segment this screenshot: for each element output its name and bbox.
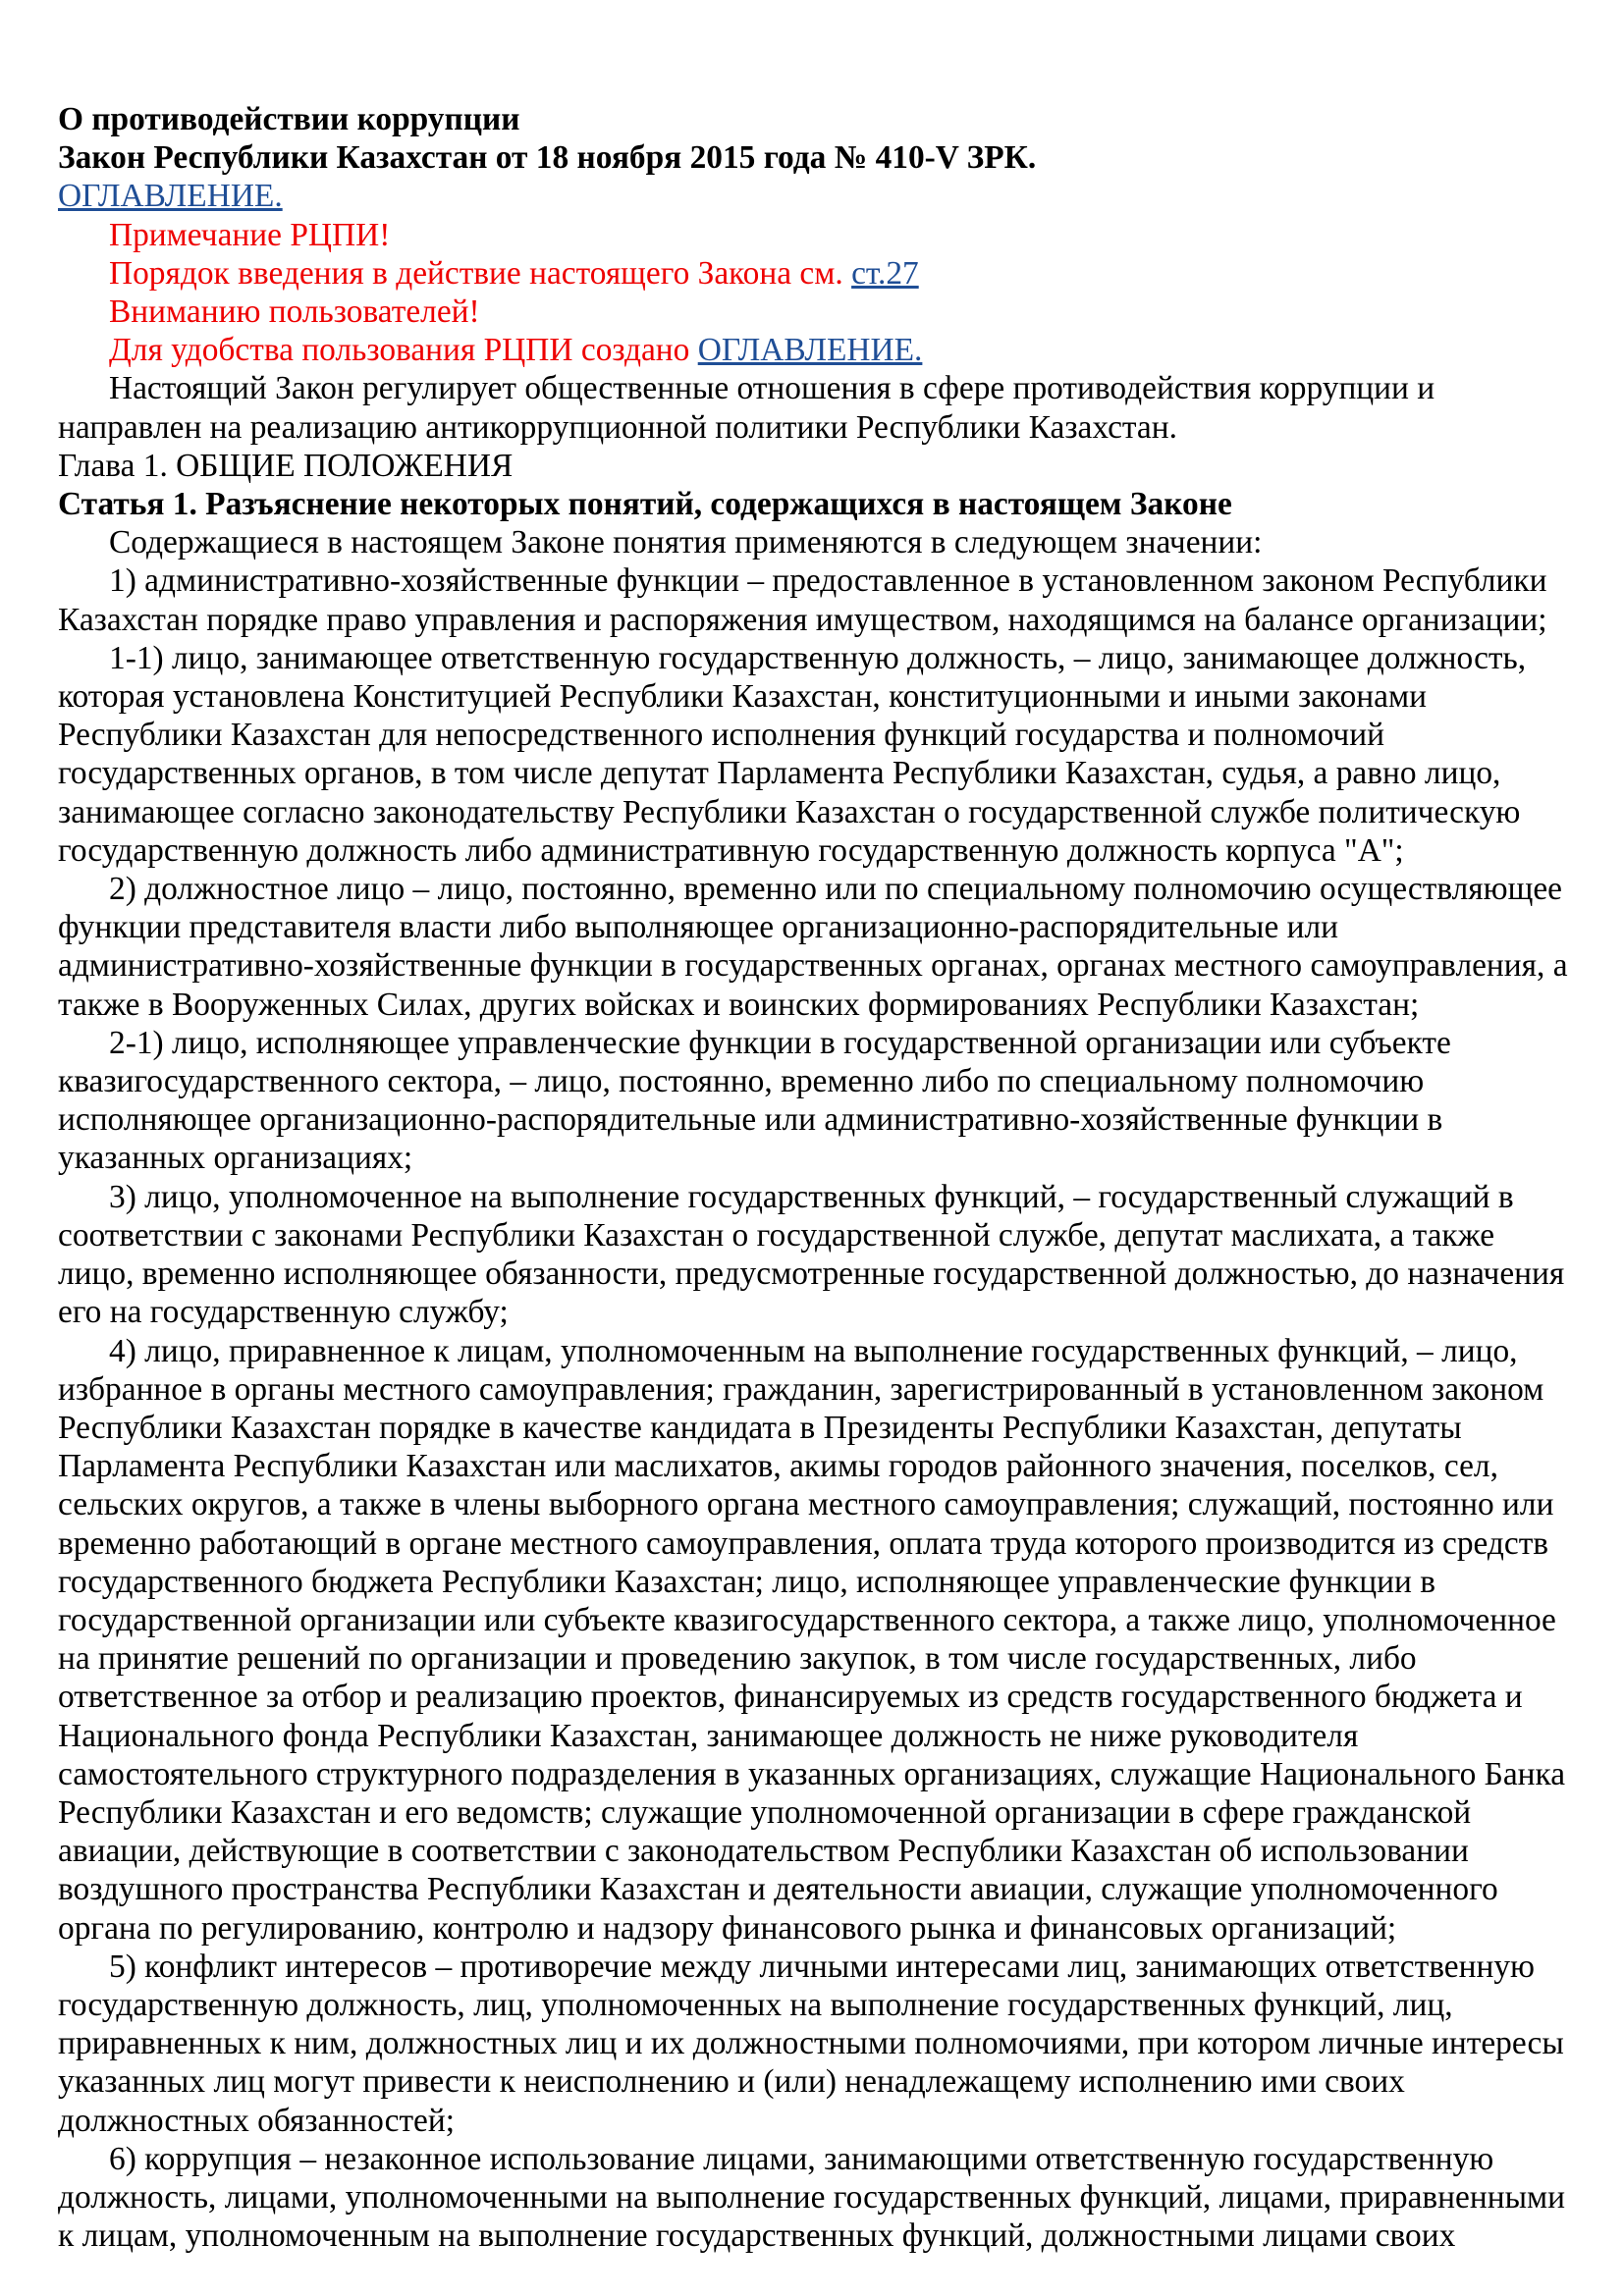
definition-item: 2) должностное лицо – лицо, постоянно, временно или по специальному полномочию осуществляющее функции представителя власти либо выполняющее организационно-распорядительные или административно-хозяйственные функции в государственных органах, органах местного самоуправления, а также в Вооруженных Силах, других войсках и воинских формированиях Республики Казахстан; [58,871,1568,1023]
definition-item: 4) лицо, приравненное к лицам, уполномоченным на выполнение государственных функций, – лицо, избранное в органы местного самоуправления; гражданин, зарегистрированный в установленном законом Республики Казахстан порядке в качестве кандидата в Президенты Республики Казахстан, депутаты Парламента Республики Казахстан или маслихатов, акимы городов районного значения, поселков, сел, сельских округов, а также в члены выборного органа местного самоуправления; служащий, постоянно или временно работающий в органе местного самоуправления, оплата труда которого производится из средств государственного бюджета Республики Казахстан; лицо, исполняющее управленческие функции в государственной организации или субъекте квазигосударственного сектора, а также лицо, уполномоченное на принятие решений по организации и проведению закупок, в том числе государственных, либо ответственное за отбор и реализацию проектов, финансируемых из средств государственного бюджета и Национального фонда Республики Казахстан, занимающее должность не ниже руководителя самостоятельного структурного подразделения в указанных организациях, служащие Национального Банка Республики Казахстан и его ведомств; служащие уполномоченной организации в сфере гражданской авиации, действующие в соответствии с законодательством Республики Казахстан об использовании воздушного пространства Республики Казахстан и деятельности авиации, служащие уполномоченного органа по регулированию, контролю и надзору финансового рынка и финансовых организаций; [58,1332,1566,1947]
toc-link[interactable]: ОГЛАВЛЕНИЕ. [58,178,283,215]
article-intro: Содержащиеся в настоящем Законе понятия применяются в следующем значении: [109,524,1263,561]
chapter-heading: Глава 1. ОБЩИЕ ПОЛОЖЕНИЯ [58,447,514,484]
note-enactment-text: Порядок введения в действие настоящего Закона см. [109,254,852,292]
definition-item: 1) административно-хозяйственные функции – предоставленное в установленном законом Республики Казахстан порядке право управления и распоряжения имуществом, находящимся на балансе организации; [58,562,1547,638]
note-enactment [58,254,1569,293]
definition-item: 3) лицо, уполномоченное на выполнение государственных функций, – государственный служащий в соответствии с законами Республики Казахстан о государственной службе, депутат маслихата, а также лицо, временно исполняющее обязанности, предусмотренные государственной должностью, до назначения его на государственную службу; [58,1178,1565,1331]
definition-item: 1-1) лицо, занимающее ответственную государственную должность, – лицо, занимающее должность, которая установлена Конституцией Республики Казахстан, конституционными и иными законами Республики Казахстан для непосредственного исполнения функций государства и полномочий государственных органов, в том числе депутат Парламента Республики Казахстан, судья, а равно лицо, занимающее согласно законодательству Республики Казахстан о государственной службе политическую государственную должность либо административную государственную должность корпуса "А"; [58,639,1527,869]
definition-item: 2-1) лицо, исполняющее управленческие функции в государственной организации или субъекте квазигосударственного сектора, – лицо, постоянно, временно либо по специальному полномочию исполняющее организационно-распорядительные или административно-хозяйственные функции в указанных организациях; [58,1024,1451,1177]
note-attention: Вниманию пользователей! [109,294,480,331]
definition-item: 6) коррупция – незаконное использование лицами, занимающими ответственную государственную должность, лицами, уполномоченными на выполнение государственных функций, лицами, приравненными к лицам, уполномоченным на выполнение государственных функций, должностными лицами своих [58,2140,1566,2255]
preamble-paragraph: Настоящий Закон регулирует общественные отношения в сфере противодействия коррупции и направлен на реализацию антикоррупционной политики Республики Казахстан. [58,370,1435,446]
article-heading: Статья 1. Разъяснение некоторых понятий, содержащихся в настоящем Законе [58,486,1232,523]
definition-item: 5) конфликт интересов – противоречие между личными интересами лиц, занимающих ответственную государственную должность, лиц, уполномоченных на выполнение государственных функций, лиц, приравненных к ним, должностных лиц и их должностными полномочиями, при котором личные интересы указанных лиц могут привести к неисполнению и (или) ненадлежащему исполнению ими своих должностных обязанностей; [58,1948,1564,2139]
article-27-link[interactable]: ст.27 [851,254,919,292]
note-rcpi: Примечание РЦПИ! [109,216,391,253]
note-convenience-text: Для удобства пользования РЦПИ создано [109,332,698,369]
document-subtitle: Закон Республики Казахстан от 18 ноября 2015 года № 410-V ЗРК. [58,139,1037,177]
note-convenience [58,331,1569,369]
document-title: О противодействии коррупции [58,101,520,137]
toc-link-secondary[interactable]: ОГЛАВЛЕНИЕ. [697,332,923,369]
